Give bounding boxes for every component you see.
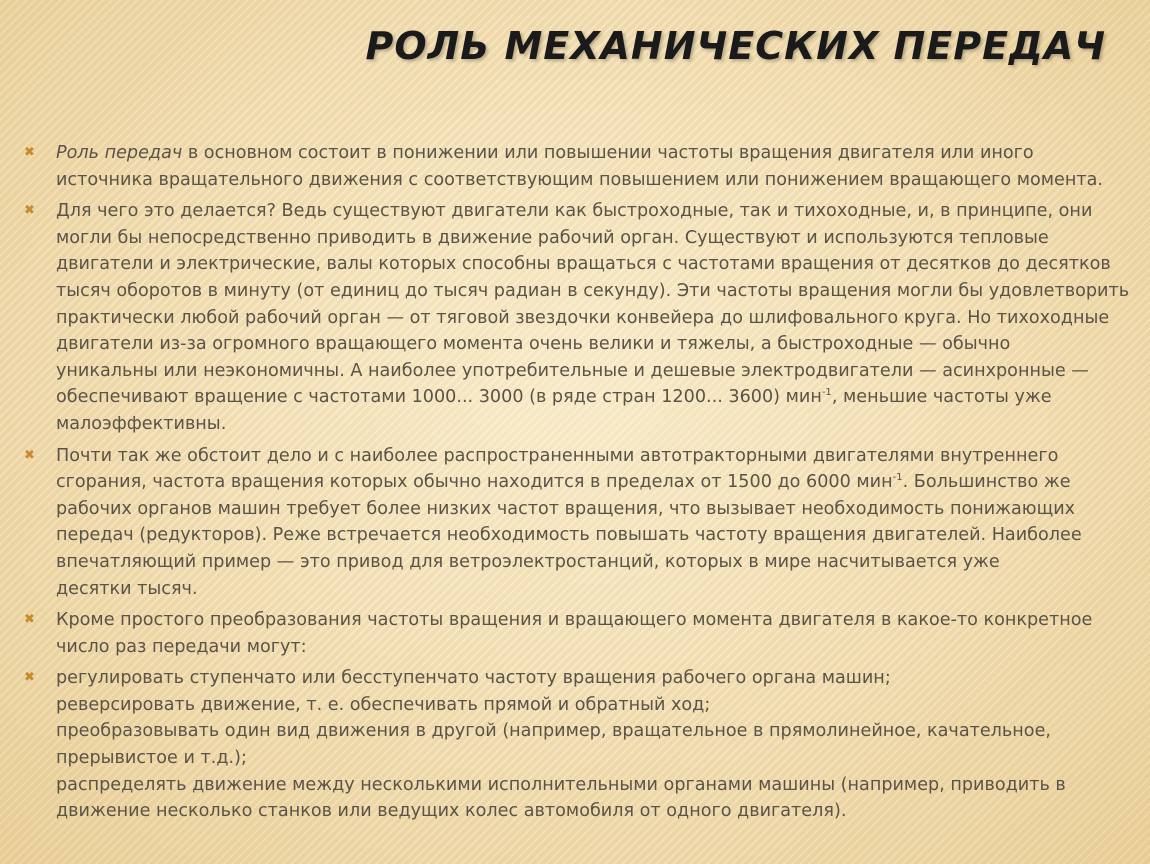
bullet-additional-functions (18, 607, 1128, 660)
superscript: -1 (892, 472, 903, 484)
bullet-line: двигатели из-за огромного вращающего момента очень велики и тяжелы, а быстроходные — обычно (56, 334, 1011, 355)
bullet-text: в основном состоит в понижении или повышении частоты вращения двигателя или иного (182, 143, 1034, 163)
bullet-line: тысяч оборотов в минуту (от единиц до тысяч радиан в секунду). Эти частоты вращения могли бы удовлетворить (56, 280, 1130, 301)
bullet-why (18, 198, 1128, 437)
x-mark-icon: ✖ (24, 670, 35, 686)
bullet-text: . Большинство же (902, 472, 1071, 493)
bullet-line: Почти так же обстоит дело и с наиболее распространенными автотракторными двигателями внутреннего (56, 445, 1059, 466)
slide-title: РОЛЬ МЕХАНИЧЕСКИХ ПЕРЕДАЧ (365, 24, 1106, 68)
x-mark-icon: ✖ (24, 447, 35, 463)
bullet-line: практически любой рабочий орган — от тяговой звездочки конвейера до шлифовального круга. Но тихоходные (56, 307, 1110, 328)
slide-content (18, 140, 1128, 830)
bullet-line: впечатляющий пример — это привод для ветроэлектростанций, которых в мире насчитывается уже (56, 551, 1000, 572)
bullet-line: двигатели и электрические, валы которых способны вращаться с частотами вращения от десятков до десятков (56, 254, 1111, 275)
bullet-line: малоэффективны. (56, 413, 227, 434)
bullet-line: уникальны или неэкономичны. А наиболее употребительные и дешевые электродвигатели — асинхронные — (56, 360, 1089, 381)
bullet-line: могли бы непосредственно приводить в движение рабочий орган. Существуют и используются тепловые (56, 227, 1049, 248)
italic-term: Роль передач (56, 143, 183, 163)
bullet-line: прерывистое и т.д.); (56, 748, 247, 769)
bullet-line: регулировать ступенчато или бесступенчато частоту вращения рабочего органа машин; (56, 668, 891, 689)
bullet-line: Кроме простого преобразования частоты вращения и вращающего момента двигателя в какое-то конкретное (56, 610, 1093, 631)
bullet-line (56, 140, 1128, 167)
bullet-line (56, 469, 1128, 496)
bullet-line: десятки тысяч. (56, 578, 198, 599)
bullet-text: обеспечивают вращение с частотами 1000... 3000 (в ряде стран 1200... 3600) мин (56, 387, 822, 408)
x-mark-icon: ✖ (24, 145, 35, 160)
x-mark-icon: ✖ (24, 203, 35, 219)
bullet-line: Для чего это делается? Ведь существуют двигатели как быстроходные, так и тихоходные, и, в принципе, они (56, 201, 1093, 222)
bullet-role-of-gears (18, 140, 1128, 193)
superscript: -1 (821, 387, 832, 399)
bullet-line: передач (редукторов). Реже встречается необходимость повышать частоту вращения двигателей. Наиболее (56, 525, 1082, 546)
bullet-line: рабочих органов машин требует более низких частот вращения, что вызывает необходимость понижающих (56, 498, 1076, 519)
bullet-line: преобразовывать один вид движения в другой (например, вращательное в прямолинейное, качательное, (56, 721, 1051, 742)
bullet-functions-list (18, 665, 1128, 825)
bullet-line: реверсировать движение, т. е. обеспечивать прямой и обратный ход; (56, 694, 711, 715)
bullet-line (56, 384, 1128, 411)
x-mark-icon: ✖ (24, 612, 35, 628)
bullet-line: распределять движение между несколькими исполнительными органами машины (например, приводить в (56, 774, 1066, 795)
bullet-text: сгорания, частота вращения которых обычно находится в пределах от 1500 до 6000 мин (56, 472, 893, 493)
bullet-line: движение несколько станков или ведущих колес автомобиля от одного двигателя). (56, 801, 847, 822)
bullet-ice-engines (18, 443, 1128, 603)
bullet-line: число раз передачи могут: (56, 636, 307, 657)
bullet-text: , меньшие частоты уже (831, 387, 1052, 408)
bullet-line: источника вращательного движения с соответствующим повышением или понижением вращающего момента. (56, 169, 1103, 190)
